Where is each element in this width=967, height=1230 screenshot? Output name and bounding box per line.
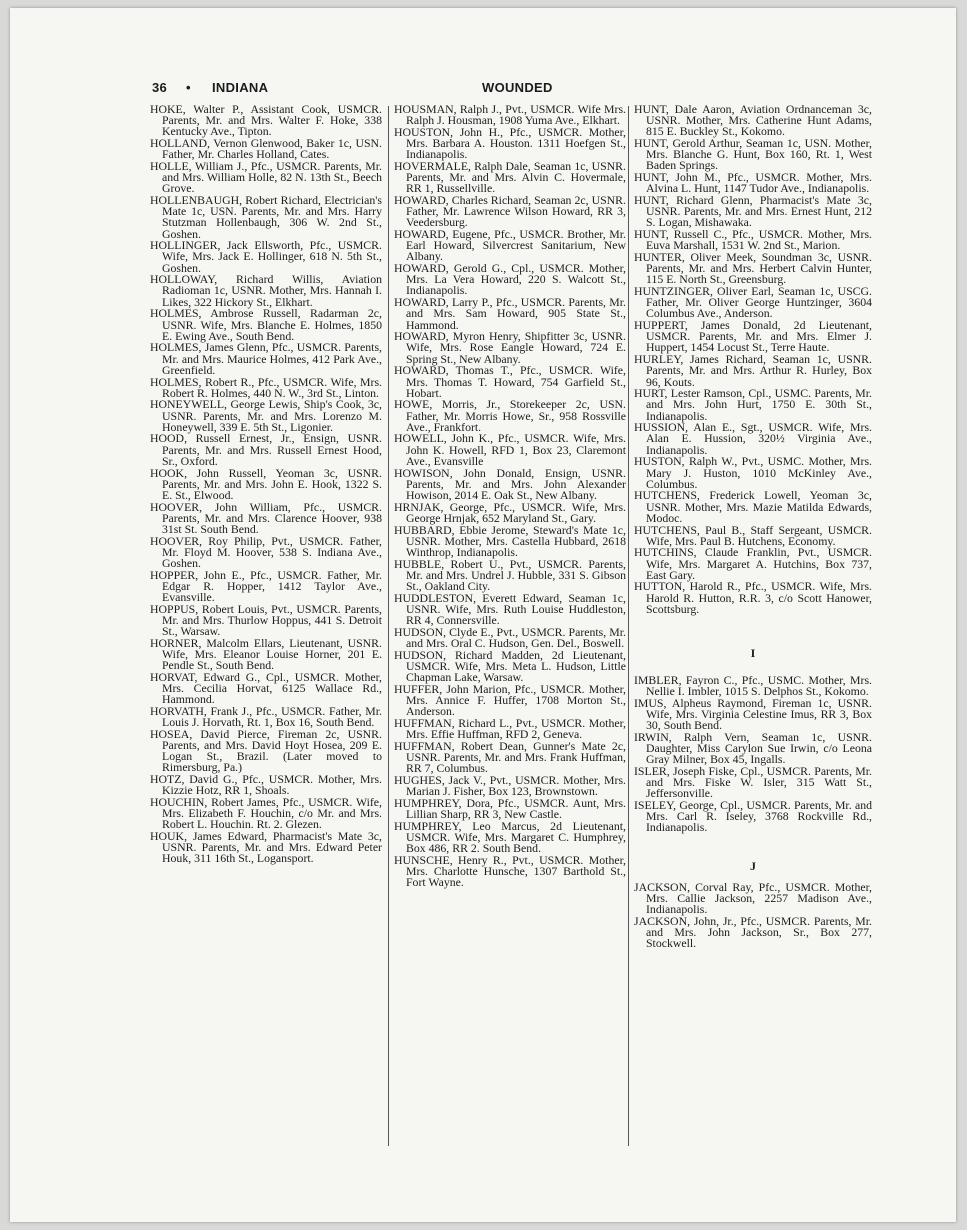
column-2 <box>394 104 626 889</box>
list-item: HUFFMAN, Richard L., Pvt., USMCR. Mother, Mrs. Effie Huffman, RFD 2, Geneva. <box>394 715 626 741</box>
list-item: ISELEY, George, Cpl., USMCR. Parents, Mr. and Mrs. Carl R. Iseley, 3768 Rockville Rd., Indianapolis. <box>634 798 872 835</box>
list-item: HUNT, Gerold Arthur, Seaman 1c, USN. Mother, Mrs. Blanche G. Hunt, Box 160, Rt. 1, West Baden Springs. <box>634 136 872 173</box>
list-item: HOWE, Morris, Jr., Storekeeper 2c, USN. Father, Mr. Morris Howe, Sr., 958 Rossville Ave., Frankfort. <box>394 397 626 434</box>
column-3 <box>634 104 872 950</box>
list-item: HOWARD, Eugene, Pfc., USMCR. Brother, Mr. Earl Howard, Silvercrest Sanitarium, New Albany. <box>394 227 626 264</box>
list-item: IMBLER, Fayron C., Pfc., USMC. Mother, Mrs. Nellie I. Imbler, 1015 S. Delphos St., Kokomo. <box>634 672 872 699</box>
list-item: HOWARD, Charles Richard, Seaman 2c, USNR. Father, Mr. Lawrence Wilson Howard, RR 3, Veedersburg. <box>394 193 626 230</box>
list-item: HUNT, John M., Pfc., USMCR. Mother, Mrs. Alvina L. Hunt, 1147 Tudor Ave., Indianapolis. <box>634 170 872 196</box>
list-item: HOKE, Walter P., Assistant Cook, USMCR. Parents, Mr. and Mrs. Walter F. Hoke, 338 Kentucky Ave., Tipton. <box>150 102 382 139</box>
section-letter-i: I <box>750 645 756 660</box>
list-item: HUNT, Richard Glenn, Pharmacist's Mate 3c, USNR. Parents, Mr. and Mrs. Ernest Hunt, 212 S. Logan, Mishawaka. <box>634 193 872 230</box>
list-item: JACKSON, John, Jr., Pfc., USMCR. Parents, Mr. and Mrs. John Jackson, Sr., Box 277, Stockwell. <box>634 913 872 950</box>
document-page <box>10 8 956 1222</box>
list-item: HUNTZINGER, Oliver Earl, Seaman 1c, USCG. Father, Mr. Oliver George Huntzinger, 3604 Columbus Ave., Anderson. <box>634 284 872 321</box>
list-item: IMUS, Alpheus Raymond, Fireman 1c, USNR. Wife, Mrs. Virginia Celestine Imus, RR 3, Box 30, South Bend. <box>634 695 872 733</box>
list-item: ISLER, Joseph Fiske, Cpl., USMCR. Parents, Mr. and Mrs. Fiske W. Isler, 315 Watt St., Jeffersonville. <box>634 763 872 801</box>
list-item: HOWARD, Myron Henry, Shipfitter 3c, USNR. Wife, Mrs. Rose Eangle Howard, 724 E. Spring St., New Albany. <box>394 329 626 366</box>
list-item: HUSTON, Ralph W., Pvt., USMC. Mother, Mrs. Mary J. Huston, 1010 McKinley Ave., Columbus. <box>634 454 872 491</box>
list-item: JACKSON, Corval Ray, Pfc., USMCR. Mother, Mrs. Callie Jackson, 2257 Madison Ave., Indianapolis. <box>634 879 872 916</box>
list-item: HOLMES, Ambrose Russell, Radarman 2c, USNR. Wife, Mrs. Blanche E. Holmes, 1850 E. Ewing Ave., South Bend. <box>150 306 382 343</box>
list-item: HUSSION, Alan E., Sgt., USMCR. Wife, Mrs. Alan E. Hussion, 320½ Virginia Ave., Indianapolis. <box>634 420 872 457</box>
list-item: HORNER, Malcolm Ellars, Lieutenant, USNR. Wife, Mrs. Eleanor Louise Horner, 201 E. Pendle St., South Bend. <box>150 635 382 673</box>
list-item: HOVERMALE, Ralph Dale, Seaman 1c, USNR. Parents, Mr. and Mrs. Alvin C. Hovermale, RR 1, Russellville. <box>394 158 626 196</box>
list-item: HUMPHREY, Leo Marcus, 2d Lieutenant, USMCR. Wife, Mrs. Margaret C. Humphrey, Box 486, RR 2. South Bend. <box>394 818 626 855</box>
list-item: HOLLENBAUGH, Robert Richard, Electrician's Mate 1c, USN. Parents, Mr. and Mrs. Harry Stutzman Hollenbaugh, 306 W. 2nd St., Goshen. <box>150 193 382 241</box>
list-item: HUNTER, Oliver Meek, Soundman 3c, USNR. Parents, Mr. and Mrs. Herbert Calvin Hunter, 115 E. North St., Greensburg. <box>634 250 872 287</box>
list-item: HOTZ, David G., Pfc., USMCR. Mother, Mrs. Kizzie Hotz, RR 1, Shoals. <box>150 772 382 798</box>
list-item: HUDSON, Richard Madden, 2d Lieutenant, USMCR. Wife, Mrs. Meta L. Hudson, Little Chapman Lake, Warsaw. <box>394 647 626 684</box>
list-item: HOLLE, William J., Pfc., USMCR. Parents, Mr. and Mrs. William Holle, 82 N. 13th St., Beech Grove. <box>150 158 382 196</box>
list-item: HUTCHENS, Paul B., Staff Sergeant, USMCR. Wife, Mrs. Paul B. Hutchens, Economy. <box>634 522 872 548</box>
list-item: HUBBLE, Robert U., Pvt., USMCR. Parents, Mr. and Mrs. Undrel J. Hubble, 331 S. Gibson St., Oakland City. <box>394 556 626 593</box>
list-item: HOOVER, Roy Philip, Pvt., USMCR. Father, Mr. Floyd M. Hoover, 538 S. Indiana Ave., Goshen. <box>150 533 382 570</box>
list-item: HUNSCHE, Henry R., Pvt., USMCR. Mother, Mrs. Charlotte Hunsche, 1307 Barthold St., Fort Wayne. <box>394 852 626 889</box>
list-item: HOLLINGER, Jack Ellsworth, Pfc., USMCR. Wife, Mrs. Jack E. Hollinger, 618 N. 5th St., Goshen. <box>150 238 382 275</box>
list-item: HUTTON, Harold R., Pfc., USMCR. Wife, Mrs. Harold R. Hutton, R.R. 3, c/o Scott Hanower, Scottsburg. <box>634 579 872 616</box>
list-item: HUMPHREY, Dora, Pfc., USMCR. Aunt, Mrs. Lillian Sharp, RR 3, New Castle. <box>394 795 626 821</box>
list-item: HUGHES, Jack V., Pvt., USMCR. Mother, Mrs. Marian J. Fisher, Box 123, Brownstown. <box>394 772 626 798</box>
list-item: IRWIN, Ralph Vern, Seaman 1c, USNR. Daughter, Miss Carylon Sue Irwin, c/o Leona Gray Milner, Box 45, Ingalls. <box>634 729 872 767</box>
page-header <box>152 80 872 98</box>
list-item: HOLLAND, Vernon Glenwood, Baker 1c, USN. Father, Mr. Charles Holland, Cates. <box>150 136 382 162</box>
list-item: HOWELL, John K., Pfc., USMCR. Wife, Mrs. John K. Howell, RFD 1, Box 23, Claremont Ave., Evansville <box>394 431 626 468</box>
list-item: HOUSMAN, Ralph J., Pvt., USMCR. Wife Mrs. Ralph J. Housman, 1908 Yuma Ave., Elkhart. <box>394 102 626 128</box>
page-title: WOUNDED <box>482 80 553 95</box>
column-divider <box>388 106 389 1146</box>
list-item: HORVATH, Frank J., Pfc., USMCR. Father, Mr. Louis J. Horvath, Rt. 1, Box 16, South Bend. <box>150 703 382 730</box>
list-item: HUFFER, John Marion, Pfc., USMCR. Mother, Mrs. Annice F. Huffer, 1708 Morton St., Anderson. <box>394 681 626 718</box>
column-1 <box>150 104 382 865</box>
list-item: HOOVER, John William, Pfc., USMCR. Parents, Mr. and Mrs. Clarence Hoover, 938 31st St. South Bend. <box>150 499 382 536</box>
page-number: 36 <box>152 80 168 95</box>
list-item: HURT, Lester Ramson, Cpl., USMC. Parents, Mr. and Mrs. John Hurt, 1750 E. 30th St., Indianapolis. <box>634 386 872 423</box>
list-item: HUTCHINS, Claude Franklin, Pvt., USMCR. Wife, Mrs. Margaret A. Hutchins, Box 737, East Gary. <box>634 545 872 582</box>
list-item: HUPPERT, James Donald, 2d Lieutenant, USMCR. Parents, Mr. and Mrs. Elmer J. Huppert, 1454 Locust St., Terre Haute. <box>634 318 872 355</box>
list-item: HOLMES, James Glenn, Pfc., USMCR. Parents, Mr. and Mrs. Maurice Holmes, 412 Park Ave., Greenfield. <box>150 340 382 377</box>
list-item: HOWISON, John Donald, Ensign, USNR. Parents, Mr. and Mrs. John Alexander Howison, 2014 E. Oak St., New Albany. <box>394 465 626 502</box>
list-item: HUDSON, Clyde E., Pvt., USMCR. Parents, Mr. and Mrs. Oral C. Hudson, Gen. Del., Boswell. <box>394 624 626 650</box>
list-item: HOWARD, Larry P., Pfc., USMCR. Parents, Mr. and Mrs. Sam Howard, 905 State St., Hammond. <box>394 295 626 332</box>
list-item: HOUK, James Edward, Pharmacist's Mate 3c, USNR. Parents, Mr. and Mrs. Edward Peter Houk, 311 16th St., Logansport. <box>150 829 382 866</box>
list-item: HOOK, John Russell, Yeoman 3c, USNR. Parents, Mr. and Mrs. John E. Hook, 1322 S. E. St., Elwood. <box>150 465 382 502</box>
list-item: HOPPUS, Robert Louis, Pvt., USMCR. Parents, Mr. and Mrs. Thurlow Hoppus, 441 S. Detroit St., Warsaw. <box>150 601 382 639</box>
list-item: HOOD, Russell Ernest, Jr., Ensign, USNR. Parents, Mr. and Mrs. Russell Ernest Hood, Sr., Oxford. <box>150 431 382 468</box>
section-letter-j: J <box>750 858 756 873</box>
list-item: HOUCHIN, Robert James, Pfc., USMCR. Wife, Mrs. Elizabeth F. Houchin, c/o Mr. and Mrs. Robert L. Houchin. Rt. 2. Glezen. <box>150 795 382 832</box>
header-bullet: • <box>186 80 191 95</box>
list-item: HURLEY, James Richard, Seaman 1c, USNR. Parents, Mr. and Mrs. Arthur R. Hurley, Box 96, Kouts. <box>634 352 872 389</box>
list-item: HUFFMAN, Robert Dean, Gunner's Mate 2c, USNR. Parents, Mr. and Mrs. Frank Huffman, RR 7, Columbus. <box>394 738 626 775</box>
list-item: HRNJAK, George, Pfc., USMCR. Wife, Mrs. George Hrnjak, 652 Maryland St., Gary. <box>394 499 626 525</box>
list-item: HOWARD, Gerold G., Cpl., USMCR. Mother, Mrs. La Vera Howard, 220 S. Walcott St., Indianapolis. <box>394 261 626 298</box>
column-divider <box>628 106 629 1146</box>
list-item: HUNT, Russell C., Pfc., USMCR. Mother, Mrs. Euva Marshall, 1531 W. 2nd St., Marion. <box>634 227 872 253</box>
list-item: HOSEA, David Pierce, Fireman 2c, USNR. Parents, and Mrs. David Hoyt Hosea, 209 E. Logan St., Brazil. (Later moved to Rimersburg, Pa.) <box>150 726 382 775</box>
state-name: INDIANA <box>212 80 269 95</box>
list-item: HUTCHENS, Frederick Lowell, Yeoman 3c, USNR. Mother, Mrs. Mazie Matilda Edwards, Modoc. <box>634 488 872 525</box>
list-item: HORVAT, Edward G., Cpl., USMCR. Mother, Mrs. Cecilia Horvat, 6125 Wallace Rd., Hammond. <box>150 669 382 707</box>
list-item: HUDDLESTON, Everett Edward, Seaman 1c, USNR. Wife, Mrs. Ruth Louise Huddleston, RR 4, Connersville. <box>394 590 626 627</box>
list-item: HOLMES, Robert R., Pfc., USMCR. Wife, Mrs. Robert R. Holmes, 440 N. W., 3rd St., Linton. <box>150 374 382 400</box>
list-item: HONEYWELL, George Lewis, Ship's Cook, 3c, USNR. Parents, Mr. and Mrs. Lorenzo M. Honeywell, 339 E. 5th St., Ligonier. <box>150 397 382 434</box>
list-item: HOUSTON, John H., Pfc., USMCR. Mother, Mrs. Barbara A. Houston. 1311 Hoefgen St., Indianapolis. <box>394 124 626 162</box>
list-item: HUNT, Dale Aaron, Aviation Ordnanceman 3c, USNR. Mother, Mrs. Catherine Hunt Adams, 815 E. Buckley St., Kokomo. <box>634 102 872 139</box>
list-item: HOWARD, Thomas T., Pfc., USMCR. Wife, Mrs. Thomas T. Howard, 754 Garfield St., Hobart. <box>394 363 626 400</box>
list-item: HOLLOWAY, Richard Willis, Aviation Radioman 1c, USNR. Mother, Mrs. Hannah I. Likes, 322 Hickory St., Elkhart. <box>150 272 382 309</box>
list-item: HUBBARD, Ebbie Jerome, Steward's Mate 1c, USNR. Mother, Mrs. Castella Hubbard, 2618 Winthrop, Indianapolis. <box>394 522 626 559</box>
list-item: HOPPER, John E., Pfc., USMCR. Father, Mr. Edgar R. Hopper, 1412 Taylor Ave., Evansville. <box>150 567 382 605</box>
